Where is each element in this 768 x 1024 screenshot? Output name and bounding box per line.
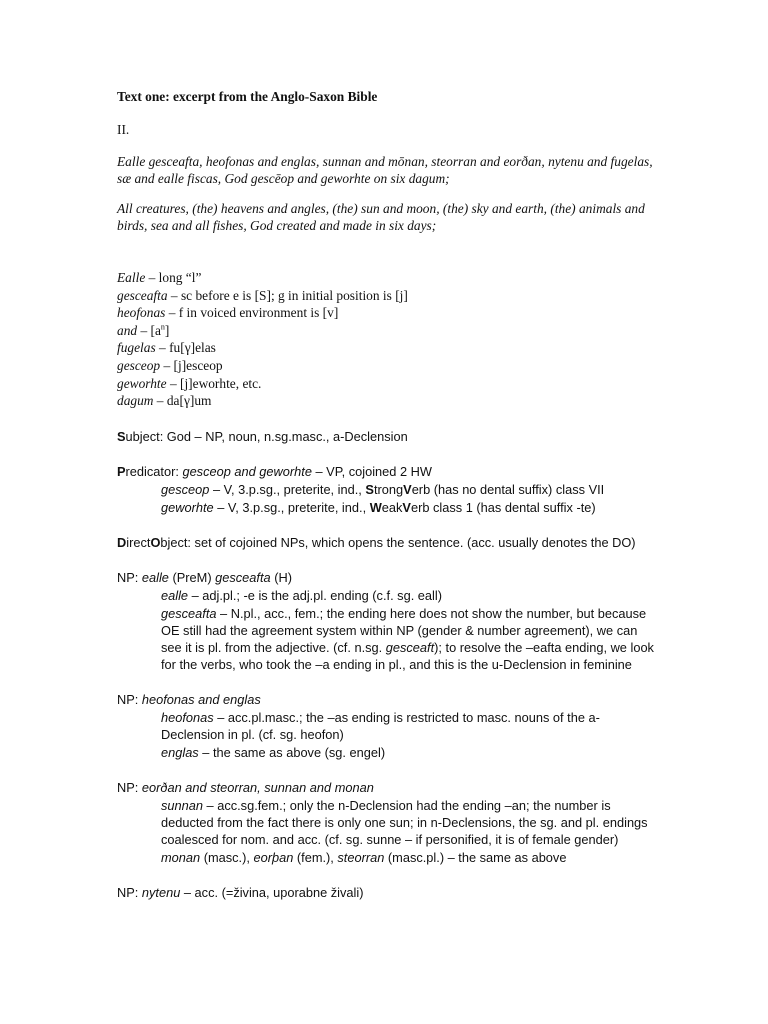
np-gesceafta: NP: ealle (PreM) gesceafta (H) ealle – adj.pl.; -e is the adj.pl. ending (c.f. sg. eall) gesceafta – N.pl., acc., fem.; the ending here does not show the number, but because OE still had the agreement system within NP (gender & number agreement), we can see it is pl. from the adjective. (cf. n.sg. gesceaft); to resolve the –eafta ending, we look for the verbs, who took the –a ending in pl., and this is the u-Declension in feminine <box>117 569 657 673</box>
predicator-analysis: Predicator: gesceop and geworhte – VP, cojoined 2 HW gesceop – V, 3.p.sg., preterite, ind., StrongVerb (has no dental suffix) class VII geworhte – V, 3.p.sg., preterite, ind., WeakVerb class 1 (has dental suffix -te) <box>117 463 657 516</box>
document-page <box>117 88 657 901</box>
gloss-line: geworhte – [j]eworhte, etc. <box>117 375 262 391</box>
gloss-line: heofonas – f in voiced environment is [v] <box>117 305 339 321</box>
np-detail-line: sunnan – acc.sg.fem.; only the n-Declension had the ending –an; the number is deducted from the fact there is only one sun; in n-Declensions, the sg. and pl. endings coalesced for nom. and acc. (cf. sg. sunne – if personified, it is of female gender) <box>161 797 648 847</box>
verb-analysis-line: geworhte – V, 3.p.sg., preterite, ind., WeakVerb class 1 (has dental suffix -te) <box>161 499 596 515</box>
gloss-line: Ealle – long “l” <box>117 270 202 285</box>
direct-object-analysis: DirectObject: set of cojoined NPs, which opens the sentence. (acc. usually denotes the DO) <box>117 534 636 550</box>
pronunciation-gloss <box>117 269 657 410</box>
np-detail-line: ealle – adj.pl.; -e is the adj.pl. ending (c.f. sg. eall) <box>161 587 442 603</box>
gloss-line: gesceafta – sc before e is [S]; g in initial position is [j] <box>117 287 408 303</box>
document-title: Text one: excerpt from the Anglo-Saxon Bible <box>117 89 378 104</box>
gloss-line: gesceop – [j]esceop <box>117 357 223 373</box>
section-number: II. <box>117 122 130 137</box>
subject-analysis: Subject: God – NP, noun, n.sg.masc., a-Declension <box>117 428 408 444</box>
gloss-line: and – $[a^n]$ <box>117 322 170 338</box>
np-heofonas: NP: heofonas and englas heofonas – acc.pl.masc.; the –as ending is restricted to masc. nouns of the a-Declension in pl. (cf. sg. heofon) englas – the same as above (sg. engel) <box>117 691 657 761</box>
np-detail-line: gesceafta – N.pl., acc., fem.; the ending here does not show the number, but because OE still had the agreement system within NP (gender & number agreement), we can see it is pl. from the adjective. (cf. n.sg. gesceaft); to resolve the –eafta ending, we look for the verbs, who took the –a ending in pl., and this is the u-Declension in feminine <box>161 605 654 672</box>
translation-text: All creatures, (the) heavens and angles, (the) sun and moon, (the) sky and earth, (the) animals and birds, sea and all fishes, God created and made in six days; <box>117 201 645 233</box>
gloss-line: fugelas – fu[γ]elas <box>117 340 216 356</box>
np-detail-line: englas – the same as above (sg. engel) <box>161 744 386 760</box>
old-english-text: Ealle gesceafta, heofonas and englas, sunnan and mōnan, steorran and eorðan, nytenu and fugelas, sæ and ealle fiscas, God gescēop and geworhte on six dagum; <box>117 154 653 186</box>
verb-analysis-line: gesceop – V, 3.p.sg., preterite, ind., StrongVerb (has no dental suffix) class VII <box>161 481 605 497</box>
np-detail-line: monan (masc.), eorþan (fem.), steorran (masc.pl.) – the same as above <box>161 849 567 865</box>
np-eordan: NP: eorðan and steorran, sunnan and monan sunnan – acc.sg.fem.; only the n-Declension had the ending –an; the number is deducted from the fact there is only one sun; in n-Declensions, the sg. and pl. endings coalesced for nom. and acc. (cf. sg. sunne – if personified, it is of female gender) monan (masc.), eorþan (fem.), steorran (masc.pl.) – the same as above <box>117 779 657 866</box>
np-nytenu: NP: nytenu – acc. (=živina, uporabne živali) <box>117 884 364 900</box>
np-detail-line: heofonas – acc.pl.masc.; the –as ending is restricted to masc. nouns of the a-Declension in pl. (cf. sg. heofon) <box>161 709 600 742</box>
gloss-line: dagum – da[γ]um <box>117 393 212 409</box>
